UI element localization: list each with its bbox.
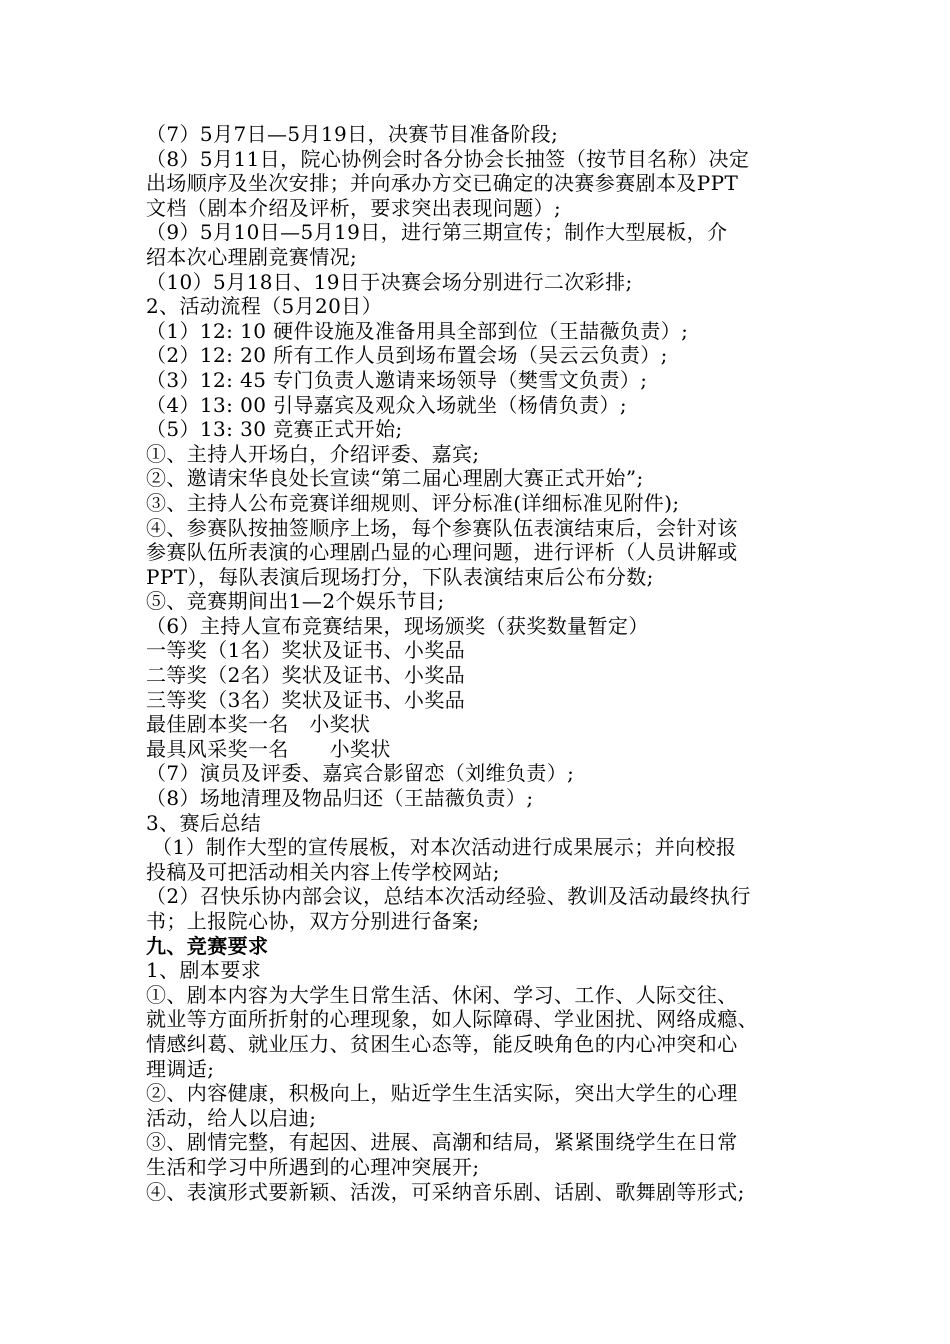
text-line: 三等奖（3名）奖状及证书、小奖品 bbox=[146, 687, 466, 712]
text-line: 活动，给人以启迪; bbox=[146, 1105, 317, 1130]
text-line: （4）13: 00 引导嘉宾及观众入场就坐（杨倩负责）; bbox=[146, 392, 628, 417]
text-line: （7）5月7日—5月19日，决赛节目准备阶段; bbox=[146, 122, 559, 146]
document-body bbox=[146, 122, 810, 1204]
text-line: （8）场地清理及物品归还（王喆薇负责）; bbox=[146, 786, 534, 811]
text-line: 投稿及可把活动相关内容上传学校网站; bbox=[146, 859, 500, 884]
text-line: ①、剧本内容为大学生日常生活、休闲、学习、工作、人际交往、 bbox=[146, 982, 738, 1007]
text-line: （9）5月10日—5月19日，进行第三期宣传；制作大型展板，介 bbox=[146, 220, 728, 245]
text-line: （8）5月11日，院心协例会时各分协会长抽签（按节目名称）决定 bbox=[146, 146, 750, 171]
text-line: 书；上报院心协，双方分别进行备案; bbox=[146, 909, 480, 933]
text-line: 二等奖（2名）奖状及证书、小奖品 bbox=[146, 663, 466, 688]
text-line: 就业等方面所折射的心理现象，如人际障碍、学业困扰、网络成瘾、 bbox=[146, 1007, 758, 1032]
text-line: 文档（剧本介绍及评析，要求突出表现问题）; bbox=[146, 195, 562, 220]
text-line: 情感纠葛、就业压力、贫困生心态等，能反映角色的内心冲突和心 bbox=[146, 1031, 738, 1056]
text-line: （7）演员及评委、嘉宾合影留恋（刘维负责）; bbox=[146, 761, 575, 786]
text-line: （1）制作大型的宣传展板，对本次活动进行成果展示；并向校报 bbox=[152, 835, 737, 860]
text-line: 2、活动流程（5月20日） bbox=[146, 294, 383, 319]
text-line: ⑤、竞赛期间出1—2个娱乐节目; bbox=[146, 589, 445, 614]
text-line: （3）12: 45 专门负责人邀请来场领导（樊雪文负责）; bbox=[146, 367, 648, 392]
text-line: ②、邀请宋华良处长宣读“第二届心理剧大赛正式开始”; bbox=[146, 466, 644, 491]
text-line: ④、参赛队按抽签顺序上场，每个参赛队伍表演结束后，会针对该 bbox=[146, 515, 738, 540]
text-line: 最具风采奖一名 小奖状 bbox=[146, 736, 391, 761]
text-line: 绍本次心理剧竞赛情况; bbox=[146, 244, 358, 269]
text-line: 出场顺序及坐次安排；并向承办方交已确定的决赛参赛剧本及PPT bbox=[146, 171, 739, 196]
text-line: 1、剧本要求 bbox=[146, 958, 262, 983]
text-line: （10）5月18日、19日于决赛会场分别进行二次彩排; bbox=[146, 269, 633, 294]
text-line: 一等奖（1名）奖状及证书、小奖品 bbox=[146, 638, 466, 663]
text-line: ④、表演形式要新颖、活泼，可采纳音乐剧、话剧、歌舞剧等形式; bbox=[146, 1179, 745, 1204]
text-line: 参赛队伍所表演的心理剧凸显的心理问题，进行评析（人员讲解或 bbox=[146, 540, 738, 565]
text-line: PPT），每队表演后现场打分，下队表演结束后公布分数; bbox=[146, 564, 654, 589]
text-line: 3、赛后总结 bbox=[146, 810, 262, 835]
text-line: ②、内容健康，积极向上，贴近学生生活实际，突出大学生的心理 bbox=[146, 1081, 738, 1106]
text-line: （2）12: 20 所有工作人员到场布置会场（吴云云负责）; bbox=[146, 343, 668, 368]
text-line: （2）召快乐协内部会议，总结本次活动经验、教训及活动最终执行 bbox=[146, 884, 751, 909]
text-line: 最佳剧本奖一名 小奖状 bbox=[146, 712, 371, 737]
text-line: （6）主持人宣布竞赛结果，现场颁奖（获奖数量暂定） bbox=[146, 613, 649, 638]
text-line: （1）12: 10 硬件设施及准备用具全部到位（王喆薇负责）; bbox=[146, 318, 689, 343]
text-line: 生活和学习中所遇到的心理冲突展开; bbox=[146, 1154, 480, 1179]
text-line: ①、主持人开场白，介绍评委、嘉宾; bbox=[146, 441, 480, 466]
text-line: ③、剧情完整，有起因、进展、高潮和结局，紧紧围绕学生在日常 bbox=[146, 1130, 738, 1155]
section-heading: 九、竞赛要求 bbox=[146, 933, 269, 958]
text-line: （5）13: 30 竞赛正式开始; bbox=[146, 417, 403, 442]
text-line: ③、主持人公布竞赛详细规则、评分标准(详细标准见附件); bbox=[146, 490, 680, 515]
text-line: 理调适; bbox=[146, 1056, 215, 1081]
